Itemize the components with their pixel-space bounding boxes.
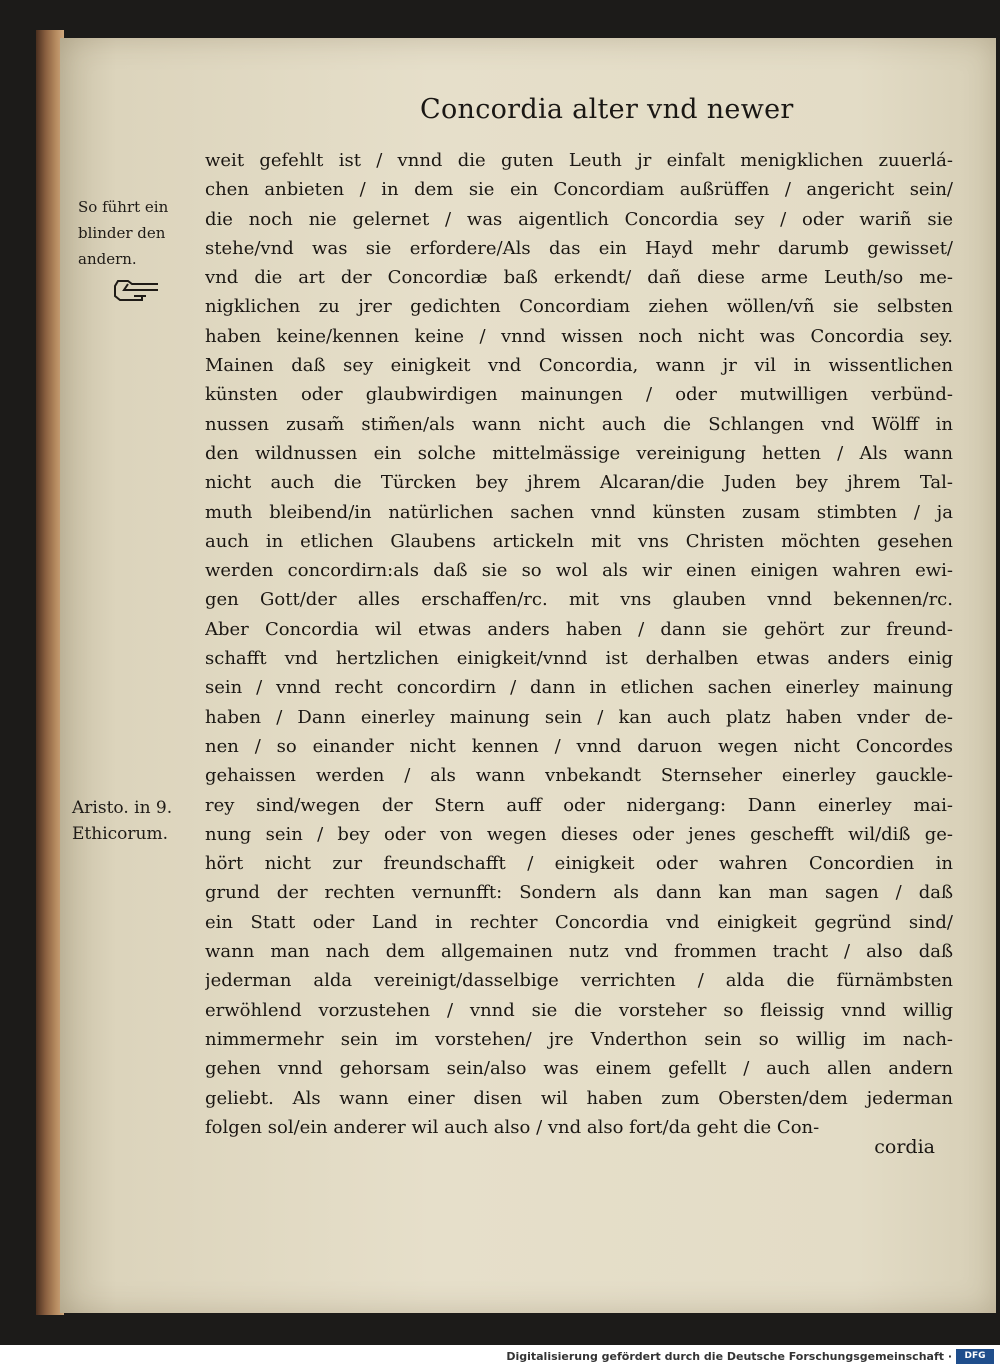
text-line: stehe/vnd was sie erfordere/Als das ein Hayd mehr darumb gewisset/ [205, 237, 953, 259]
text-line: gen Gott/der alles erschaffen/rc. mit vns glauben vnnd bekennen/rc. [205, 589, 953, 611]
text-line: nicht auch die Türcken bey jhrem Alcaran/die Juden bey jhrem Tal- [205, 472, 953, 494]
text-line: gehaissen werden / als wann vnbekandt Sternseher einerley gauckle- [205, 765, 953, 787]
text-line: jederman alda vereinigt/dasselbige verrichten / alda die fürnämbsten [205, 970, 953, 992]
running-title: Concordia alter vnd newer [420, 94, 794, 125]
text-line: nigklichen zu jrer gedichten Concordiam ziehen wöllen/vñ sie selbsten [205, 296, 953, 318]
text-line: den wildnussen ein solche mittelmässige vereinigung hetten / Als wann [205, 442, 953, 464]
text-line: nussen zusam̃ stim̃en/als wann nicht auch die Schlangen vnd Wölff in [205, 413, 953, 435]
funding-credit: Digitalisierung gefördert durch die Deutsche Forschungsgemeinschaft · [506, 1350, 952, 1363]
text-line: haben / Dann einerley mainung sein / kan auch platz haben vnder de- [205, 706, 953, 728]
text-line: nen / so einander nicht kennen / vnnd daruon wegen nicht Concordes [205, 735, 953, 757]
margin-note-line: blinder den [78, 224, 166, 242]
margin-note-line: So führt ein [78, 198, 169, 216]
text-line: weit gefehlt ist / vnnd die guten Leuth jr einfalt menigklichen zuuerlá- [205, 150, 953, 171]
text-line: wann man nach dem allgemainen nutz vnd frommen tracht / also daß [205, 941, 953, 963]
text-line: künsten oder glaubwirdigen mainungen / oder mutwilligen verbünd- [205, 384, 953, 406]
pointing-hand-icon [112, 278, 162, 304]
text-line: haben keine/kennen keine / vnnd wissen noch nicht was Concordia sey. [205, 325, 953, 347]
text-line: die noch nie gelernet / was aigentlich Concordia sey / oder wariñ sie [205, 208, 953, 230]
text-line: sein / vnnd recht concordirn / dann in etlichen sachen einerley mainung [205, 677, 953, 699]
text-line: schafft vnd hertzlichen einigkeit/vnnd ist derhalben etwas anders einig [205, 648, 953, 670]
text-line: folgen sol/ein anderer wil auch also / vnd also fort/da geht die Con- [205, 1116, 820, 1138]
margin-note-line: Aristo. in 9. [72, 798, 173, 818]
text-line: erwöhlend vorzustehen / vnnd sie die vorsteher so fleissig vnnd willig [205, 999, 953, 1021]
body-text [205, 146, 953, 1142]
margin-note-line: Ethicorum. [72, 824, 168, 844]
text-line: nung sein / bey oder von wegen dieses oder jenes geschefft wil/diß ge- [205, 823, 953, 845]
text-line: ein Statt oder Land in rechter Concordia vnd einigkeit gegründ sind/ [205, 911, 953, 933]
text-line: nimmermehr sein im vorstehen/ jre Vnderthon sein so willig im nach- [205, 1028, 953, 1050]
text-line: chen anbieten / in dem sie ein Concordiam außrüffen / angericht sein/ [205, 179, 953, 201]
text-line: hört nicht zur freundschafft / einigkeit oder wahren Concordien in [205, 853, 953, 875]
text-line: rey sind/wegen der Stern auff oder nidergang: Dann einerley mai- [205, 794, 953, 816]
text-line: grund der rechten vernunfft: Sondern als dann kan man sagen / daß [205, 882, 953, 904]
text-line: Mainen daß sey einigkeit vnd Concordia, wann jr vil in wissentlichen [205, 355, 953, 377]
margin-note-aristotle [72, 795, 198, 847]
dfg-logo: DFG [956, 1349, 994, 1364]
text-line: muth bleibend/in natürlichen sachen vnnd künsten zusam stimbten / ja [205, 501, 953, 523]
text-line: geliebt. Als wann einer disen wil haben zum Obersten/dem jederman [205, 1087, 953, 1109]
catchword: cordia [874, 1136, 935, 1158]
text-line: Aber Concordia wil etwas anders haben / dann sie gehört zur freund- [205, 618, 953, 640]
margin-note-line: andern. [78, 250, 137, 268]
text-line: gehen vnnd gehorsam sein/also was einem gefellt / auch allen andern [205, 1058, 953, 1080]
text-line: werden concordirn:als daß sie so wol als wir einen einigen wahren ewi- [205, 560, 953, 582]
text-line: auch in etlichen Glaubens artickeln mit vns Christen möchten gesehen [205, 530, 953, 552]
margin-note-blind [78, 194, 206, 272]
text-line: vnd die art der Concordiæ baß erkendt/ dañ diese arme Leuth/so me- [205, 267, 953, 289]
